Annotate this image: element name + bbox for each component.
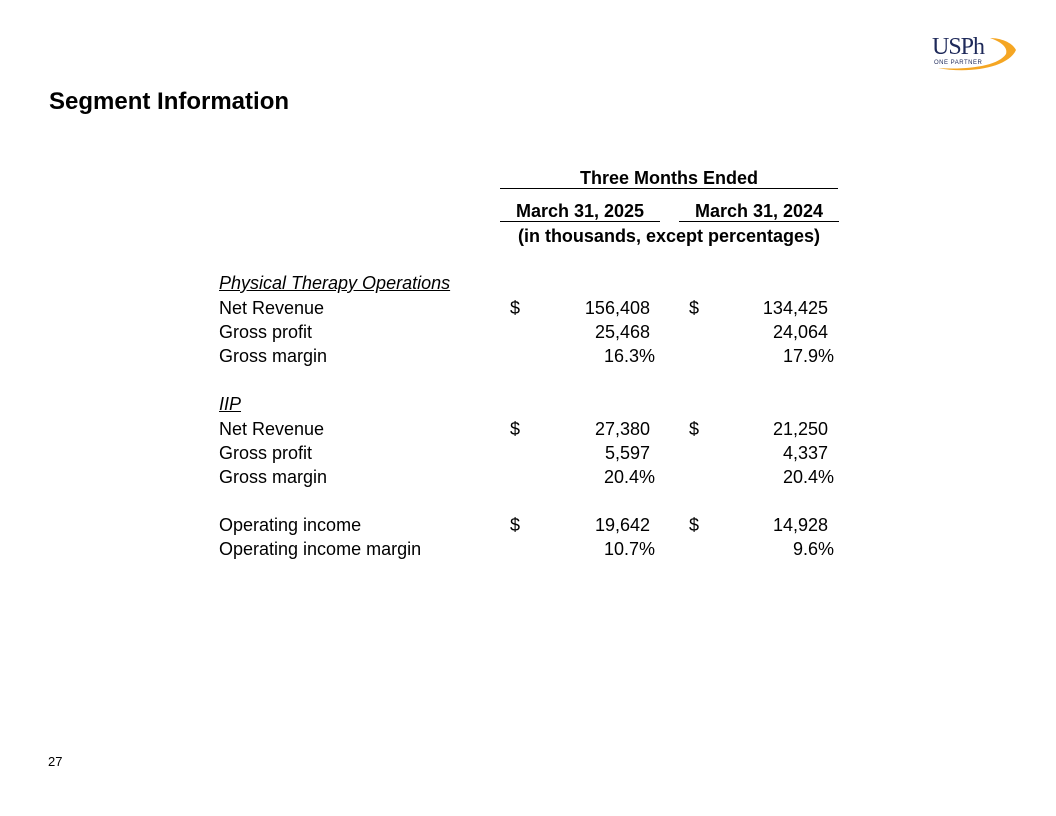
group-header: Three Months Ended <box>579 168 758 188</box>
value-2025: 20.4% <box>603 467 655 487</box>
column-header-2025-rule <box>500 221 660 222</box>
value-2024: 21,250 <box>772 419 828 439</box>
usph-logo <box>928 28 1020 74</box>
value-2025: 25,468 <box>594 322 650 342</box>
value-2025: 27,380 <box>594 419 650 439</box>
value-2025: 10.7% <box>603 539 655 559</box>
value-2024: 134,425 <box>762 298 828 318</box>
column-header-2025: March 31, 2025 <box>515 201 645 221</box>
logo-tagline: ONE PARTNER <box>934 60 983 66</box>
group-header-rule <box>500 188 838 189</box>
units-note: (in thousands, except percentages) <box>517 226 821 246</box>
value-2024: 24,064 <box>772 322 828 342</box>
row-label: Gross margin <box>219 467 328 487</box>
row-label: Operating income <box>219 515 362 535</box>
row-label: Gross profit <box>219 322 313 342</box>
value-2025: 16.3% <box>603 346 655 366</box>
value-2024: 17.9% <box>782 346 834 366</box>
logo-wordmark: USPh <box>932 34 985 60</box>
value-2024: 9.6% <box>792 539 834 559</box>
value-2024: 20.4% <box>782 467 834 487</box>
page-number: 27 <box>48 754 63 769</box>
row-label: Net Revenue <box>219 298 325 318</box>
currency-symbol: $ <box>510 515 521 535</box>
column-header-2024-rule <box>679 221 839 222</box>
row-label: Gross profit <box>219 443 313 463</box>
value-2025: 5,597 <box>604 443 650 463</box>
currency-symbol: $ <box>510 419 521 439</box>
row-label: Gross margin <box>219 346 328 366</box>
value-2024: 14,928 <box>772 515 828 535</box>
currency-symbol: $ <box>689 298 700 318</box>
currency-symbol: $ <box>689 515 700 535</box>
value-2025: 19,642 <box>594 515 650 535</box>
page-title: Segment Information <box>49 88 290 115</box>
section-title-pto: Physical Therapy Operations <box>219 273 451 293</box>
section-title-iip: IIP <box>219 394 242 414</box>
row-label: Net Revenue <box>219 419 325 439</box>
currency-symbol: $ <box>510 298 521 318</box>
currency-symbol: $ <box>689 419 700 439</box>
value-2025: 156,408 <box>584 298 650 318</box>
value-2024: 4,337 <box>782 443 828 463</box>
column-header-2024: March 31, 2024 <box>694 201 824 221</box>
row-label: Operating income margin <box>219 539 422 559</box>
